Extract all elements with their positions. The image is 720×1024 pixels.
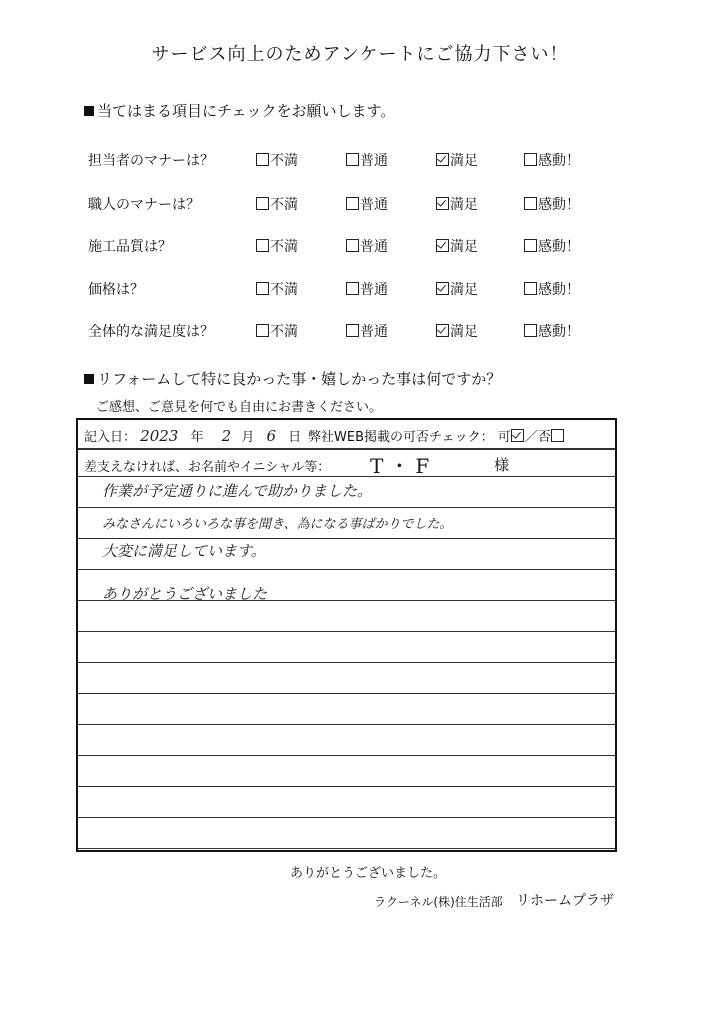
rating-option-label: 感動！ xyxy=(538,197,580,213)
comments-instruction: ご感想、ご意見を何でも自由にお書きください。 xyxy=(96,400,383,415)
rating-option-label: 普通 xyxy=(360,282,388,298)
rating-option xyxy=(256,150,298,170)
rating-option xyxy=(524,236,580,256)
ruled-line xyxy=(78,755,615,756)
name-label: 差支えなければ、お名前やイニシャル等： xyxy=(84,460,331,475)
rating-checkbox[interactable] xyxy=(346,324,359,337)
web-no-label: ／否 xyxy=(524,430,551,445)
handwritten-comment[interactable]: ありがとうございました xyxy=(102,585,268,603)
ruled-line xyxy=(78,817,615,818)
date-field xyxy=(84,426,301,445)
rating-option-label: 普通 xyxy=(360,239,388,255)
form-divider xyxy=(78,448,615,450)
page-title: サービス向上のためアンケートにご協力下さい！ xyxy=(151,44,569,65)
rating-option xyxy=(256,194,298,214)
rating-option-label: 不満 xyxy=(270,197,298,213)
rating-option xyxy=(524,150,580,170)
rating-checkbox[interactable] xyxy=(436,197,449,210)
web-yes-checkbox[interactable] xyxy=(511,429,524,442)
date-day[interactable]: 6 xyxy=(266,427,277,445)
name-value[interactable]: T・F xyxy=(370,454,436,478)
survey-question-row xyxy=(0,279,720,301)
rating-checkbox[interactable] xyxy=(524,239,537,252)
rating-checkbox[interactable] xyxy=(524,324,537,337)
rating-option-label: 普通 xyxy=(360,324,388,340)
rating-option-label: 普通 xyxy=(360,153,388,169)
rating-checkbox[interactable] xyxy=(436,239,449,252)
rating-checkbox[interactable] xyxy=(436,153,449,166)
rating-option xyxy=(524,279,580,299)
rating-option xyxy=(436,194,478,214)
rating-option-label: 不満 xyxy=(270,239,298,255)
rating-checkbox[interactable] xyxy=(524,197,537,210)
rating-option xyxy=(256,279,298,299)
form-divider xyxy=(78,476,615,477)
footer-thanks: ありがとうございました。 xyxy=(290,866,447,881)
black-square-icon xyxy=(84,106,94,116)
rating-option-label: 満足 xyxy=(450,197,478,213)
web-no-checkbox[interactable] xyxy=(551,429,564,442)
question-label: 価格は？ xyxy=(88,282,144,298)
rating-option xyxy=(256,321,298,341)
rating-checkbox[interactable] xyxy=(436,324,449,337)
rating-option-label: 感動！ xyxy=(538,153,580,169)
rating-option-label: 不満 xyxy=(270,153,298,169)
section-checklist-heading xyxy=(84,100,395,121)
ruled-line xyxy=(78,786,615,787)
name-suffix: 様 xyxy=(494,456,510,474)
black-square-icon xyxy=(84,374,94,384)
section-comments-heading-text: リフォームして特に良かった事・嬉しかった事は何ですか？ xyxy=(97,370,502,388)
question-label: 施工品質は？ xyxy=(88,239,172,255)
web-permission-field xyxy=(308,426,565,445)
rating-checkbox[interactable] xyxy=(346,197,359,210)
survey-question-row xyxy=(0,236,720,258)
ruled-line xyxy=(78,507,615,508)
rating-option xyxy=(346,321,388,341)
footer-company: ラクーネル(株)住生活部 xyxy=(374,895,503,909)
month-unit: 月 xyxy=(241,430,255,445)
rating-option xyxy=(436,236,478,256)
rating-option-label: 感動！ xyxy=(538,282,580,298)
rating-checkbox[interactable] xyxy=(346,239,359,252)
rating-option xyxy=(346,236,388,256)
ruled-line xyxy=(78,724,615,725)
rating-checkbox[interactable] xyxy=(256,239,269,252)
rating-option-label: 満足 xyxy=(450,282,478,298)
handwritten-comment[interactable]: 作業が予定通りに進んで助かりました。 xyxy=(102,482,373,500)
section-checklist-heading-text: 当てはまる項目にチェックをお願いします。 xyxy=(97,102,396,120)
question-label: 全体的な満足度は？ xyxy=(88,324,214,340)
date-label: 記入日： xyxy=(84,430,137,445)
rating-option-label: 満足 xyxy=(450,239,478,255)
date-year[interactable]: 2023 xyxy=(140,427,179,445)
rating-option xyxy=(436,150,478,170)
web-permission-label: 弊社WEB掲載の可否チェック： xyxy=(308,430,494,445)
survey-question-row xyxy=(0,150,720,172)
web-yes-label: 可 xyxy=(497,430,511,445)
rating-option-label: 感動！ xyxy=(538,239,580,255)
question-label: 担当者のマナーは？ xyxy=(88,153,214,169)
rating-option xyxy=(436,279,478,299)
rating-option-label: 感動！ xyxy=(538,324,580,340)
ruled-line xyxy=(78,569,615,570)
rating-option xyxy=(436,321,478,341)
rating-option-label: 満足 xyxy=(450,324,478,340)
rating-checkbox[interactable] xyxy=(524,282,537,295)
handwritten-comment[interactable]: 大変に満足しています。 xyxy=(102,542,266,560)
year-unit: 年 xyxy=(190,430,204,445)
question-label: 職人のマナーは？ xyxy=(88,197,200,213)
survey-question-row xyxy=(0,321,720,343)
rating-option xyxy=(346,279,388,299)
rating-option-label: 普通 xyxy=(360,197,388,213)
rating-option xyxy=(256,236,298,256)
handwritten-comment[interactable]: みなさんにいろいろな事を聞き、為になる事ばかりでした。 xyxy=(102,517,453,532)
rating-option-label: 不満 xyxy=(270,282,298,298)
rating-checkbox[interactable] xyxy=(256,197,269,210)
rating-option xyxy=(346,194,388,214)
rating-checkbox[interactable] xyxy=(346,153,359,166)
rating-checkbox[interactable] xyxy=(524,153,537,166)
ruled-line xyxy=(78,848,615,849)
rating-checkbox[interactable] xyxy=(436,282,449,295)
ruled-line xyxy=(78,693,615,694)
rating-option-label: 満足 xyxy=(450,153,478,169)
rating-checkbox[interactable] xyxy=(256,153,269,166)
ruled-line xyxy=(78,538,615,539)
comment-form xyxy=(76,418,617,852)
footer-brand: リホームプラザ xyxy=(516,893,614,909)
rating-option xyxy=(524,194,580,214)
day-unit: 日 xyxy=(288,430,302,445)
ruled-line xyxy=(78,662,615,663)
rating-option xyxy=(524,321,580,341)
ruled-line xyxy=(78,631,615,632)
rating-option-label: 不満 xyxy=(270,324,298,340)
rating-option xyxy=(346,150,388,170)
section-comments-heading xyxy=(84,368,501,389)
rating-checkbox[interactable] xyxy=(346,282,359,295)
rating-checkbox[interactable] xyxy=(256,324,269,337)
survey-question-row xyxy=(0,194,720,216)
rating-checkbox[interactable] xyxy=(256,282,269,295)
date-month[interactable]: 2 xyxy=(221,427,232,445)
